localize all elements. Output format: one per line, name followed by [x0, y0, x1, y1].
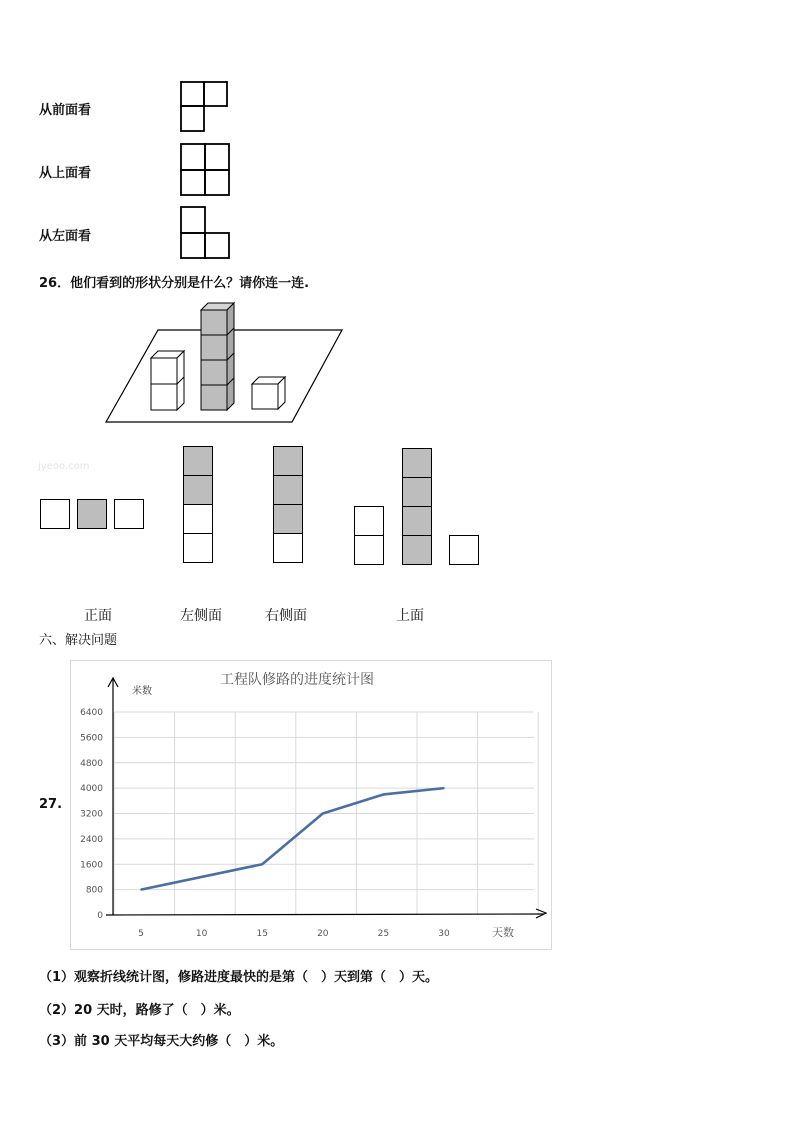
- watermark: jyeoo.com: [38, 461, 90, 472]
- question-27-part-1: （1）观察折线统计图，修路进度最快的是第（ ）天到第（ ）天。: [39, 970, 439, 985]
- y-tick-label: 6400: [80, 708, 103, 718]
- x-tick-label: 20: [317, 929, 329, 939]
- caption-top[interactable]: 上面: [396, 608, 424, 624]
- y-tick-label: 3200: [80, 809, 103, 820]
- caption-left-side[interactable]: 左侧面: [180, 608, 222, 624]
- left-view-label: 从左面看: [39, 229, 92, 244]
- x-tick-label: 5: [138, 929, 144, 939]
- x-tick-label: 10: [195, 929, 208, 939]
- data-point: [383, 794, 385, 796]
- question-26-title: 26．他们看到的形状分别是什么？请你连一连.: [39, 276, 310, 291]
- gray-square: [402, 448, 432, 478]
- square: [40, 499, 70, 529]
- y-tick-label: 800: [85, 885, 103, 896]
- data-point: [443, 787, 445, 789]
- caption-right-side[interactable]: 右侧面: [265, 608, 307, 624]
- y-tick-label: 0: [97, 911, 103, 921]
- gray-square: [402, 506, 432, 536]
- x-tick-label: 25: [377, 929, 390, 939]
- chart-title: 工程队修路的进度统计图: [220, 672, 374, 688]
- data-point: [140, 889, 142, 891]
- question-27-number: 27.: [39, 797, 63, 812]
- square: [183, 504, 213, 534]
- square: [354, 506, 384, 536]
- gray-square: [402, 535, 432, 565]
- gray-square: [273, 504, 303, 534]
- y-tick-label: 2400: [80, 834, 103, 845]
- gray-square: [77, 499, 107, 529]
- left-cube-stack: [151, 351, 184, 410]
- y-tick-label: 1600: [80, 860, 103, 871]
- section-six-title: 六、解决问题: [39, 633, 118, 648]
- front-view-label: 从前面看: [39, 103, 92, 118]
- square: [354, 535, 384, 565]
- square: [449, 535, 479, 565]
- front-view-shape: [178, 80, 230, 134]
- top-view-shape: [178, 142, 232, 198]
- middle-gray-cube-stack: [201, 303, 234, 410]
- y-tick-label: 4000: [80, 784, 103, 795]
- gray-square: [273, 475, 303, 505]
- gray-square: [183, 475, 213, 505]
- y-axis-label: 米数: [132, 686, 152, 697]
- square: [114, 499, 144, 529]
- gray-square: [183, 446, 213, 476]
- right-single-cube: [252, 377, 285, 409]
- gray-square: [273, 446, 303, 476]
- y-tick-label: 5600: [80, 733, 103, 744]
- x-axis-label: 天数: [492, 926, 514, 939]
- data-point: [322, 813, 324, 815]
- x-tick-label: 15: [256, 929, 268, 939]
- square: [183, 533, 213, 563]
- top-view-label: 从上面看: [39, 166, 92, 181]
- question-27-part-3: （3）前 30 天平均每天大约修（ ）米。: [39, 1034, 284, 1049]
- caption-front[interactable]: 正面: [84, 608, 112, 624]
- left-view-shape: [178, 205, 232, 261]
- x-tick-label: 30: [438, 929, 450, 939]
- y-tick-label: 4800: [80, 758, 103, 769]
- gray-square: [402, 477, 432, 507]
- chart-frame: [71, 661, 552, 950]
- data-point: [261, 863, 263, 865]
- cube-arrangement-figure: [100, 298, 350, 428]
- line-chart: [70, 660, 552, 950]
- square: [273, 533, 303, 563]
- question-27-part-2: （2）20 天时，路修了（ ）米。: [39, 1003, 240, 1018]
